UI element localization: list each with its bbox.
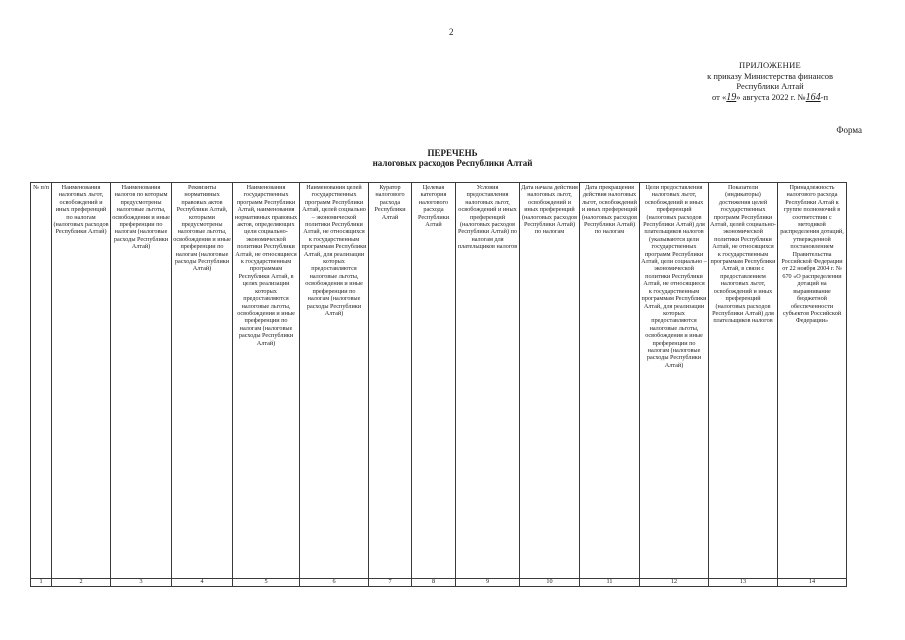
column-number-cell: 2 [52, 579, 111, 587]
column-number-cell: 6 [300, 579, 369, 587]
order-date-line [707, 92, 833, 104]
header-cell: Принадлежность налогового расхода Республики Алтай к группе полномочий в соответствии с методикой распределения дотаций, утвержденной постановлением Правительства Российской Федерации от 22 ноября 2004 г. № 670 «О распределении дотаций на выравнивание бюджетной обеспеченности субъектов Российской Федерации» [778, 183, 847, 579]
header-cell: № п/п [31, 183, 52, 579]
appendix-title: ПРИЛОЖЕНИЕ [739, 60, 802, 70]
column-number-cell: 4 [172, 579, 233, 587]
header-cell: Куратор налогового расхода Республики Алтай [369, 183, 412, 579]
column-number-cell: 7 [369, 579, 412, 587]
header-cell: Наименования государственных программ Республики Алтай, наименования нормативных правовых актов, определяющих цели социально-экономической политики Республики Алтай, не относящиеся к государственным программам Республики Алтай, в целях реализации которых предоставляются налоговые льготы, освобождения и иные преференции по налогам (налоговые расходы Республики Алтай) [233, 183, 300, 579]
date-mid: » августа 2022 г. № [736, 91, 806, 102]
header-cell: Условия предоставления налоговых льгот, освобождений и иных преференций (налоговых расходов Республики Алтай) по налогам для плательщиков налогов [456, 183, 520, 579]
header-cell: Наименования налоговых льгот, освобождений и иных преференций по налогам (налоговых расходов Республики Алтай) [52, 183, 111, 579]
date-suffix: -п [820, 91, 829, 102]
appendix-block [707, 60, 833, 103]
column-number-cell: 13 [709, 579, 778, 587]
appendix-line2: Республики Алтай [736, 81, 804, 91]
header-cell: Целевая категория налогового расхода Республики Алтай [412, 183, 456, 579]
header-cell: Наименования налогов по которым предусмотрены налоговые льготы, освобождения и иные преференции по налогам (налоговые расходы Республики Алтай) [111, 183, 172, 579]
tax-expenses-table [30, 182, 847, 587]
document-title-block [0, 148, 905, 168]
column-number-cell: 11 [580, 579, 640, 587]
column-number-row [31, 579, 847, 587]
header-cell: Цели предоставления налоговых льгот, освобождений и иных преференций (налоговых расходов Республики Алтай) для плательщиков налогов (указываются цели государственных программ Республики Алтай, цели социально – экономической политики Республики Алтай, не относящиеся к государственным программам Республики Алтай, для реализации которых предоставляются налоговые льготы, освобождения и иные преференции по налогам (налоговые расходы Республики Алтай) [640, 183, 709, 579]
header-cell: Дата прекращения действия налоговых льгот, освобождений и иных преференций (налоговых расходов Республики Алтай) по налогам [580, 183, 640, 579]
column-number-cell: 3 [111, 579, 172, 587]
column-number-cell: 8 [412, 579, 456, 587]
date-prefix: от « [712, 91, 727, 102]
header-cell: Реквизиты нормативных правовых актов Республики Алтай, которыми предусмотрены налоговые льготы, освобождения и иные преференции по налогам (налоговые расходы Республики Алтай) [172, 183, 233, 579]
header-cell: Дата начала действия налоговых льгот, освобождений и иных преференций (налоговых расходов Республики Алтай) по налогам [520, 183, 580, 579]
form-label: Форма [836, 125, 862, 135]
column-number-cell: 10 [520, 579, 580, 587]
column-number-cell: 5 [233, 579, 300, 587]
column-number-cell: 1 [31, 579, 52, 587]
table-header-row [31, 183, 847, 579]
document-subtitle: налоговых расходов Республики Алтай [372, 158, 533, 168]
column-number-cell: 9 [456, 579, 520, 587]
order-day: 19 [726, 91, 737, 103]
order-number: 164 [805, 91, 821, 103]
document-title: ПЕРЕЧЕНЬ [427, 148, 478, 158]
column-number-cell: 14 [778, 579, 847, 587]
header-cell: Показатели (индикаторы) достижения целей государственных программ Республики Алтай, целей социально-экономической политики Республики Алтай, не относящихся к государственным программам Республики Алтай, в связи с предоставлением налоговых льгот, освобождений и иных преференций (налоговых расходов Республики Алтай) для плательщиков налогов [709, 183, 778, 579]
column-number-cell: 12 [640, 579, 709, 587]
appendix-line1: к приказу Министерства финансов [707, 70, 833, 81]
header-cell: Наименования целей государственных программ Республики Алтай, целей социально – экономической политики Республики Алтай, не относящихся к государственным программам Республики Алтай, для реализации которых предоставляются налоговые льготы, освобождения и иные преференции по налогам (налоговые расходы Республики Алтай) [300, 183, 369, 579]
page-number: 2 [449, 27, 454, 37]
